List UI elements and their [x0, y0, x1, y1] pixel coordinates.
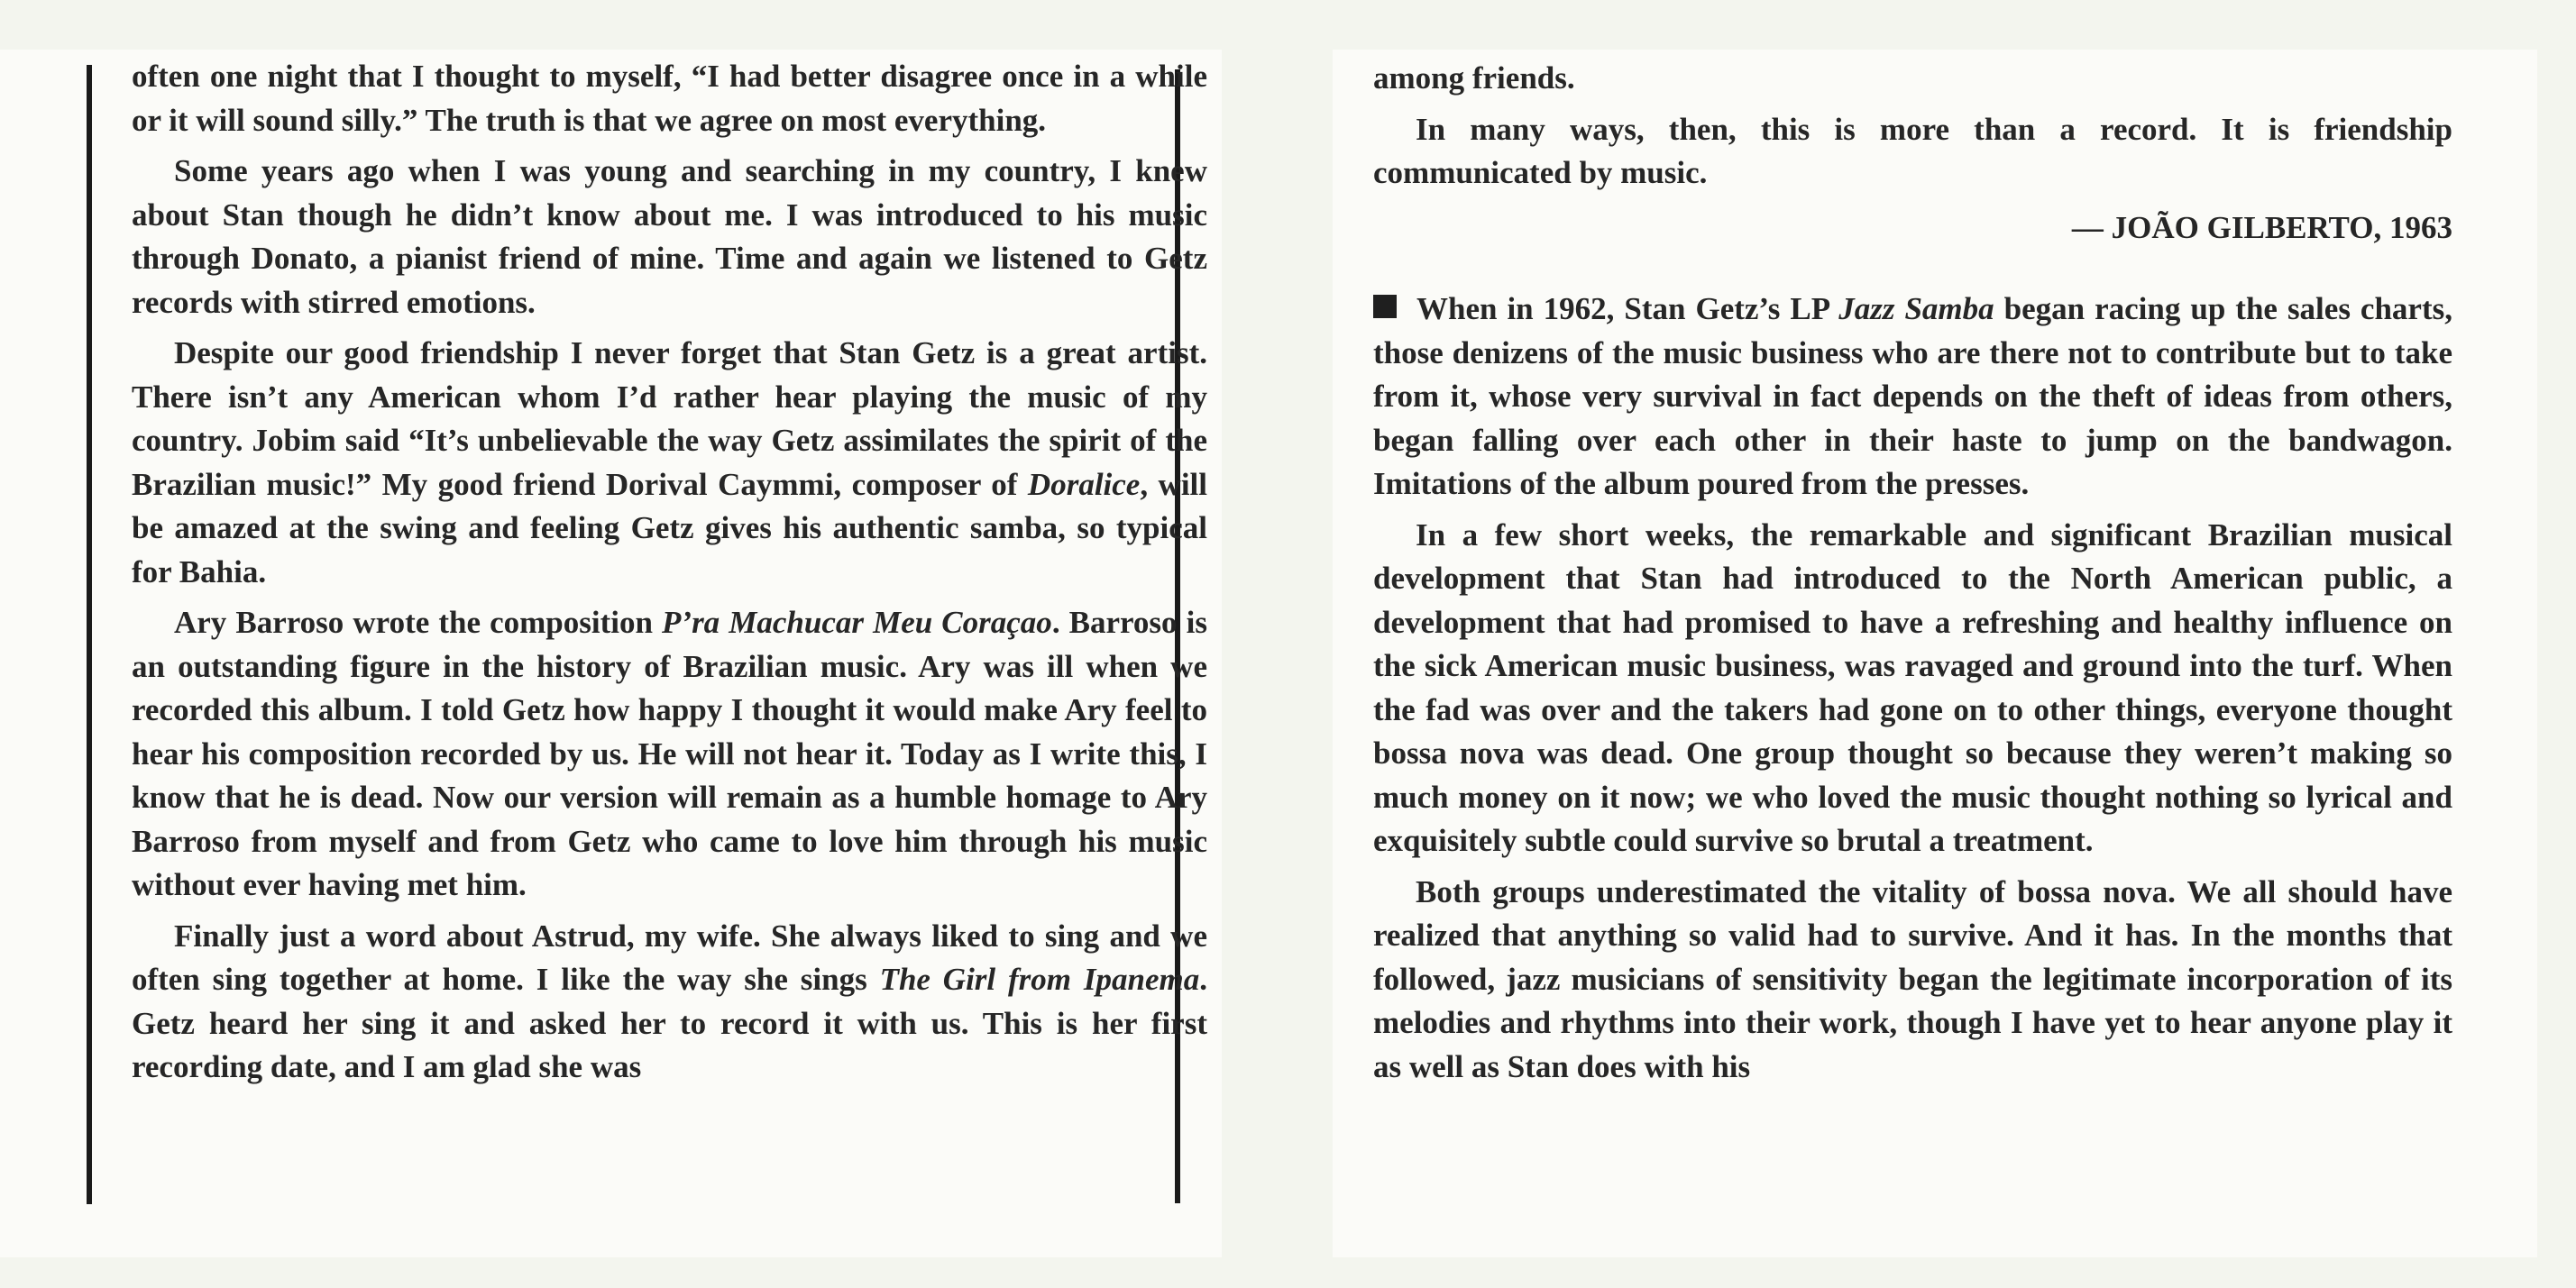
paragraph: Some years ago when I was young and searching in my country, I knew about Stan though he didn’t know about me. I was introduced to his music through Donato, a pianist friend of mine. Time and again we listened to Getz records with stirred emotions.	[132, 153, 1207, 320]
paragraph: Ary Barroso wrote the composition P’ra Machucar Meu Coraçao. Barroso is an outstanding figure in the history of Brazilian music. Ary was ill when we recorded this album. I told Getz how happy I thought it would make Ary feel to hear his composition recorded by us. He will not hear it. Today as I write this, I know that he is dead. Now our version will remain as a humble homage to Ary Barroso from myself and from Getz who came to love him through his music without ever having met him.	[132, 605, 1207, 902]
album-title: Jazz Samba	[1838, 291, 1994, 326]
paragraph: Despite our good friendship I never forget that Stan Getz is a great artist. There isn’t any American whom I’d rather hear playing the music of my country. Jobim said “It’s unbelievable the way Getz assimilates the spirit of the Brazilian music!” My good friend Dorival Caymmi, composer of Doralice, will be amazed at the swing and feeling Getz gives his authentic samba, so typical for Bahia.	[132, 335, 1208, 589]
paragraph: often one night that I thought to myself, “I had better disagree once in a while or it will sound silly.” The truth is that we agree on most everything.	[132, 59, 1207, 138]
left-margin-rule	[87, 65, 92, 1204]
song-title: The Girl from Ipanema	[879, 962, 1200, 997]
song-title: Doralice	[1027, 466, 1141, 502]
song-title: P’ra Machucar Meu Coraçao	[662, 605, 1052, 640]
square-bullet-icon	[1373, 295, 1397, 318]
right-page-text	[1373, 57, 2452, 1096]
paragraph: Finally just a word about Astrud, my wife. She always liked to sing and we often sing together at home. I like the way she sings The Girl from Ipanema. Getz heard her sing it and asked her to record it with us. This is her first recording date, and I am glad she was	[132, 918, 1207, 1084]
paragraph: among friends.	[1373, 60, 1575, 96]
paragraph: In many ways, then, this is more than a record. It is friendship communicated by music.	[1373, 111, 2452, 190]
paragraph: In a few short weeks, the remarkable and significant Brazilian musical development that Stan had introduced to the North American public, a development that had promised to have a refreshing and healthy influence on the sick American music business, was ravaged and ground into the turf. When the fad was over and the takers had gone on to other things, everyone thought bossa nova was dead. One group thought so because they weren’t making so much money on it now; we who loved the music thought nothing so lyrical and exquisitely subtle could survive so brutal a treatment.	[1373, 516, 2452, 858]
paragraph: Both groups underestimated the vitality of bossa nova. We all should have realized that anything so valid had to survive. And it has. In the months that followed, jazz musicians of sensitivity began the legitimate incorporation of its melodies and rhythms into their work, though I have yet to hear anyone play it as well as Stan does with his	[1373, 873, 2452, 1084]
left-page-text	[132, 55, 1207, 1097]
signature: — JOÃO GILBERTO, 1963	[2071, 209, 2452, 245]
paragraph: When in 1962, Stan Getz’s LP Jazz Samba began racing up the sales charts, those denizens of the music business who are there not to contribute but to take from it, whose very survival in fact depends on the theft of ideas from others, began falling over each other in their haste to jump on the bandwagon. Imitations of the album poured from the presses.	[1373, 291, 2452, 501]
